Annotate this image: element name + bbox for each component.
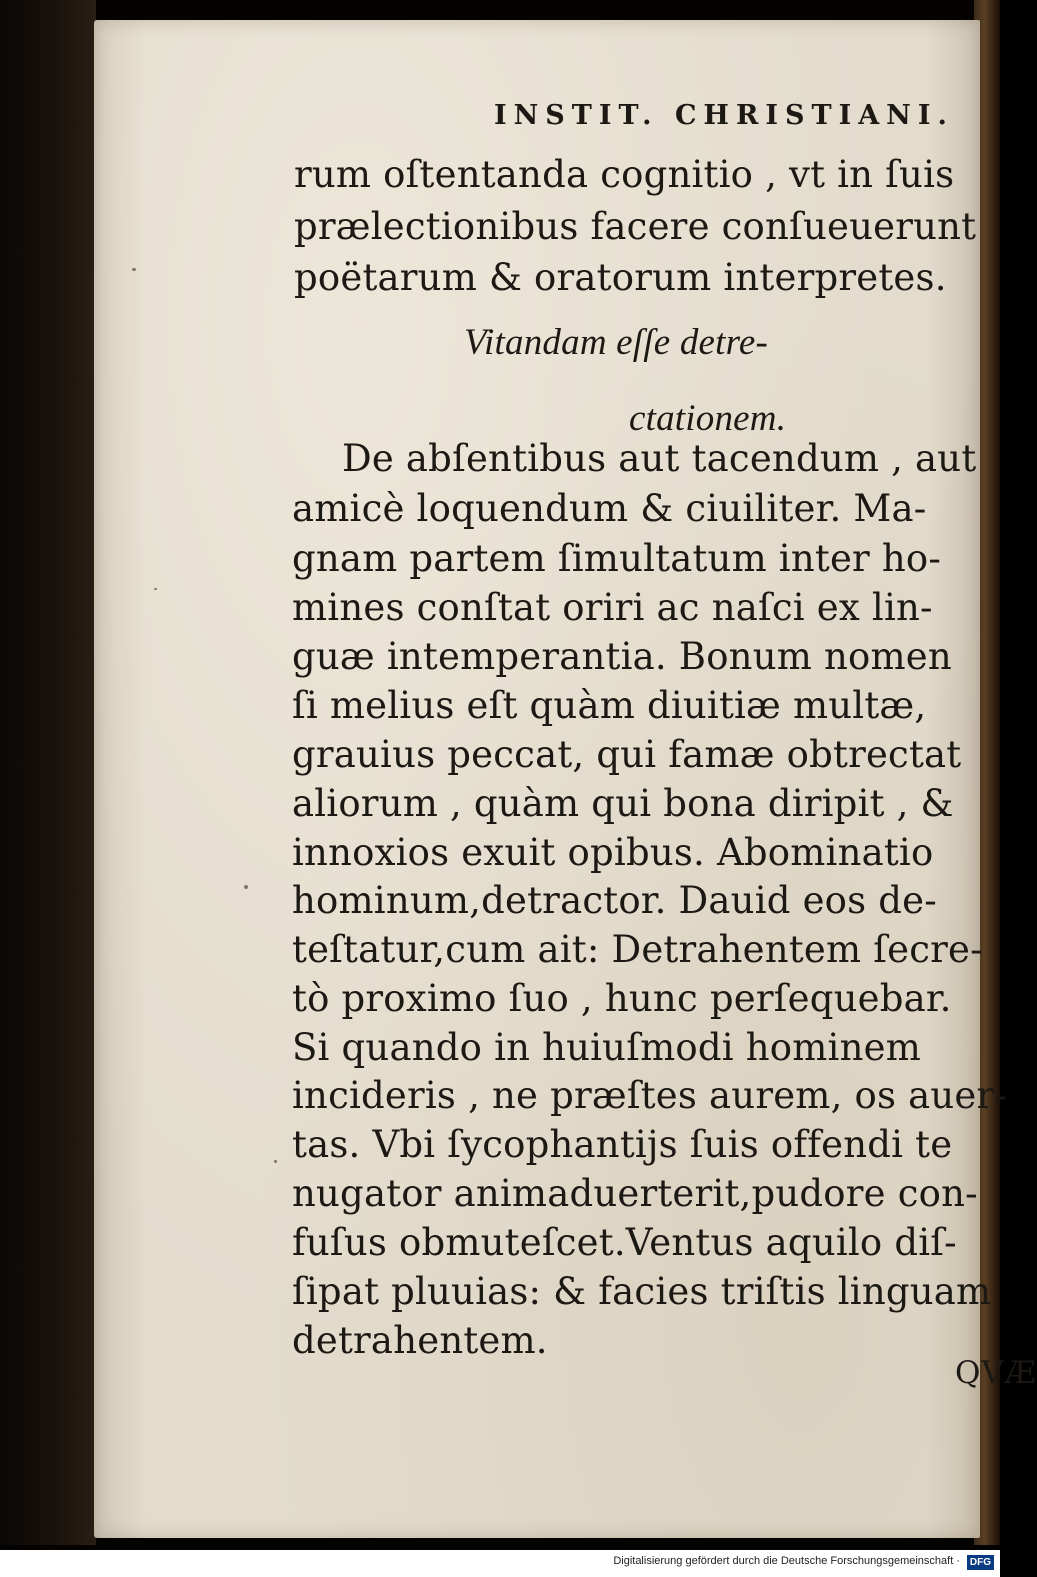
funding-credit: Digitalisierung gefördert durch die Deutsche Forschungsgemeinschaft · xyxy=(613,1555,960,1567)
catchword: QVÆ xyxy=(955,1355,1037,1391)
section-heading: Vitandam eſſe detre- xyxy=(464,322,769,363)
text-line: incideris , ne præſtes aurem, os auer- xyxy=(292,1074,1008,1117)
running-head: INSTIT. CHRISTIANI. xyxy=(494,100,954,131)
text-line: guæ intemperantia. Bonum nomen xyxy=(292,635,952,678)
text-line: aliorum , quàm qui bona diripit , & xyxy=(292,782,954,825)
paper-speck xyxy=(132,268,136,271)
text-line: mines conſtat oriri ac naſci ex lin- xyxy=(292,586,933,629)
footer-bar xyxy=(0,1550,1000,1577)
text-line: Si quando in huiuſmodi hominem xyxy=(292,1026,921,1069)
book-page xyxy=(94,20,1037,1538)
text-line: fuſus obmuteſcet.Ventus aquilo diſ- xyxy=(292,1221,957,1264)
book-binding-left xyxy=(0,0,96,1545)
text-line: hominum,detractor. Dauid eos de- xyxy=(292,879,937,922)
paper-speck xyxy=(244,885,248,889)
text-line: nugator animaduerterit,pudore con- xyxy=(292,1172,978,1215)
dfg-logo: DFG xyxy=(967,1555,994,1570)
text-line: rum oſtentanda cognitio , vt in ſuis xyxy=(294,153,955,196)
text-line: tas. Vbi ſycophantijs ſuis offendi te xyxy=(292,1123,953,1166)
section-heading-continuation: ctationem. xyxy=(629,398,787,439)
text-line: prælectionibus facere conſueuerunt xyxy=(294,205,977,248)
text-line: gnam partem ſimultatum inter ho- xyxy=(292,537,942,580)
text-line: teſtatur,cum ait: Detrahentem ſecre- xyxy=(292,928,983,971)
text-line: amicè loquendum & ciuiliter. Ma- xyxy=(292,487,927,530)
text-line: De abſentibus aut tacendum , aut xyxy=(342,437,977,480)
text-line: grauius peccat, qui famæ obtrectat xyxy=(292,733,962,776)
text-line: tò proximo ſuo , hunc perſequebar. xyxy=(292,977,952,1020)
paper-speck xyxy=(154,588,157,590)
text-line: ſi melius eſt quàm diuitiæ multæ, xyxy=(292,684,927,727)
text-line: ſipat pluuias: & facies triſtis linguam xyxy=(292,1270,992,1313)
text-line: detrahentem. xyxy=(292,1319,548,1362)
text-line: innoxios exuit opibus. Abominatio xyxy=(292,831,934,874)
text-line: poëtarum & oratorum interpretes. xyxy=(294,256,947,299)
paper-speck xyxy=(274,1160,277,1163)
